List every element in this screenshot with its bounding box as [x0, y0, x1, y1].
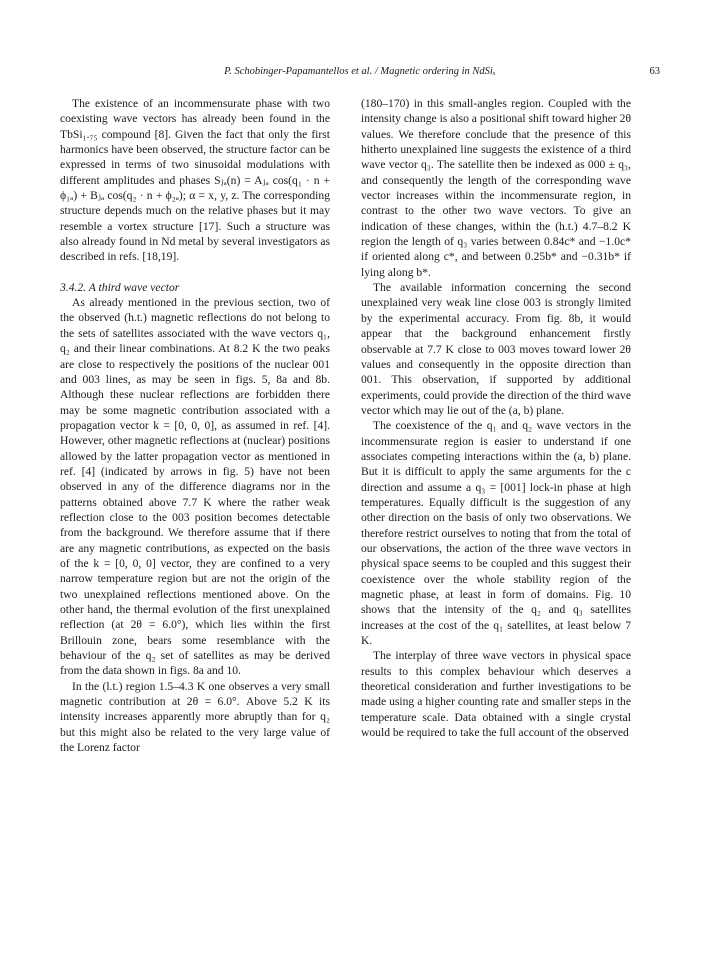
- paragraph: In the (l.t.) region 1.5–4.3 K one observes a very small magnetic contribution at 2θ = 6.0°. Above 5.2 K its intensity increases apparently more abruptly than for q₂ but this might also be related to the very large value of the Lorenz factor: [60, 679, 330, 755]
- running-head: P. Schobinger-Papamantellos et al. / Magnetic ordering in NdSiₓ: [224, 66, 496, 77]
- left-column: [60, 96, 330, 755]
- paragraph: The interplay of three wave vectors in physical space results to this complex behaviour which deserves a theoretical consideration and further investigations to be made using a higher counting rate and smaller steps in the temperature scale. Data obtained with a single crystal would be required to take the full account of the observed: [361, 649, 631, 740]
- paragraph: As already mentioned in the previous section, two of the observed (h.t.) magnetic reflections do not belong to the sets of satellites associated with the wave vectors q₁, q₂ and their linear combinations. At 8.2 K the two peaks are close to respectively the positions of the nuclear 001 and 003 lines, as may be seen in figs. 5, 8a and 8b. Although these nuclear reflections are forbidden there may be some magnetic contribution associated with a propagation vector k = [0, 0, 0], as assumed in ref. [4]. However, other magnetic reflections at (nuclear) positions allowed by the latter propagation vector as mentioned in ref. [4] (indicated by arrows in fig. 5) have not been observed in any of the difference diagrams nor in the patterns obtained above 7.7 K where the rather weak reflection close to the 003 position becomes detectable from the background. We therefore assume that if there are any magnetic contributions, as expected on the basis of the k = [0, 0, 0] vector, they are confined to a very narrow temperature region but are not the origin of the two unexplained reflections mentioned above. On the other hand, the thermal evolution of the first unexplained reflection (at 2θ = 6.0°), which lies within the first Brillouin zone, bears some resemblance with the behaviour of the q₂ set of satellites as may be derived from the data shown in figs. 8a and 10.: [60, 296, 330, 678]
- page-number: 63: [649, 66, 660, 77]
- page-header: [60, 66, 660, 82]
- paragraph: The coexistence of the q₁ and q₂ wave vectors in the incommensurate region is easier to understand if one associates competing interactions within the (a, b) plane. But it is difficult to apply the same arguments for the c direction and assume a q₃ = [001] lock-in phase at high temperatures. Equally difficult is the suggestion of any other direction on the basis of only two observations. We therefore restrict ourselves to noting that from the total of our observations, the action of the three wave vectors in physical space seems to be coupled and this suggest their coexistence over the whole stability region of the magnetic phase, at least in form of domains. Fig. 10 shows that the intensity of the q₂ and q₃ satellites increases at the cost of the q₁ satellites, at least below 7 K.: [361, 419, 631, 648]
- section-heading: 3.4.2. A third wave vector: [60, 280, 180, 294]
- paragraph: (180–170) in this small-angles region. Coupled with the intensity change is also a positional shift toward higher 2θ values. We therefore conclude that the presence of this hitherto unexplained line suggests the existence of a third wave vector q₃. The satellite then be indexed as 000 ± q₃, and consequently the length of the corresponding wave vector increases within the incommensurate region, in contrast to the other two wave vectors. To give an indication of these changes, within the (h.t.) 4.7–8.2 K region the length of q₃ varies between 0.84c* and −1.0c* if oriented along c*, and between 0.25b* and −0.31b* if lying along b*.: [361, 97, 631, 279]
- paragraph: The existence of an incommensurate phase with two coexisting wave vectors has already been found in the TbSi₁.₇₅ compound [8]. Given the fact that only the first harmonics have been observed, the structure factor can be expressed in terms of two sinusoidal modulations with different amplitudes and phases Sⱼₐ(n) = Aⱼₐ cos(q₁ · n + ϕ₁ₐ) + Bⱼₐ cos(q₂ · n + ϕ₂ₐ); α = x, y, z. The corresponding structure depends much on the relative phases but it may resemble a vortex structure [17]. Such a structure was also already found in Nd metal by several investigators as described in refs. [18,19].: [60, 97, 330, 264]
- right-column: [361, 96, 631, 740]
- paragraph: The available information concerning the second unexplained very weak line close 003 is strongly limited by the experimental accuracy. From fig. 8b, it would appear that the background enhancement firstly observable at 7.7 K close to 003 moves toward lower 2θ values and consequently in the opposite direction than 001. This observation, if supported by additional experiments, could provide the direction of the third wave vector which may lie out of the (a, b) plane.: [361, 281, 631, 417]
